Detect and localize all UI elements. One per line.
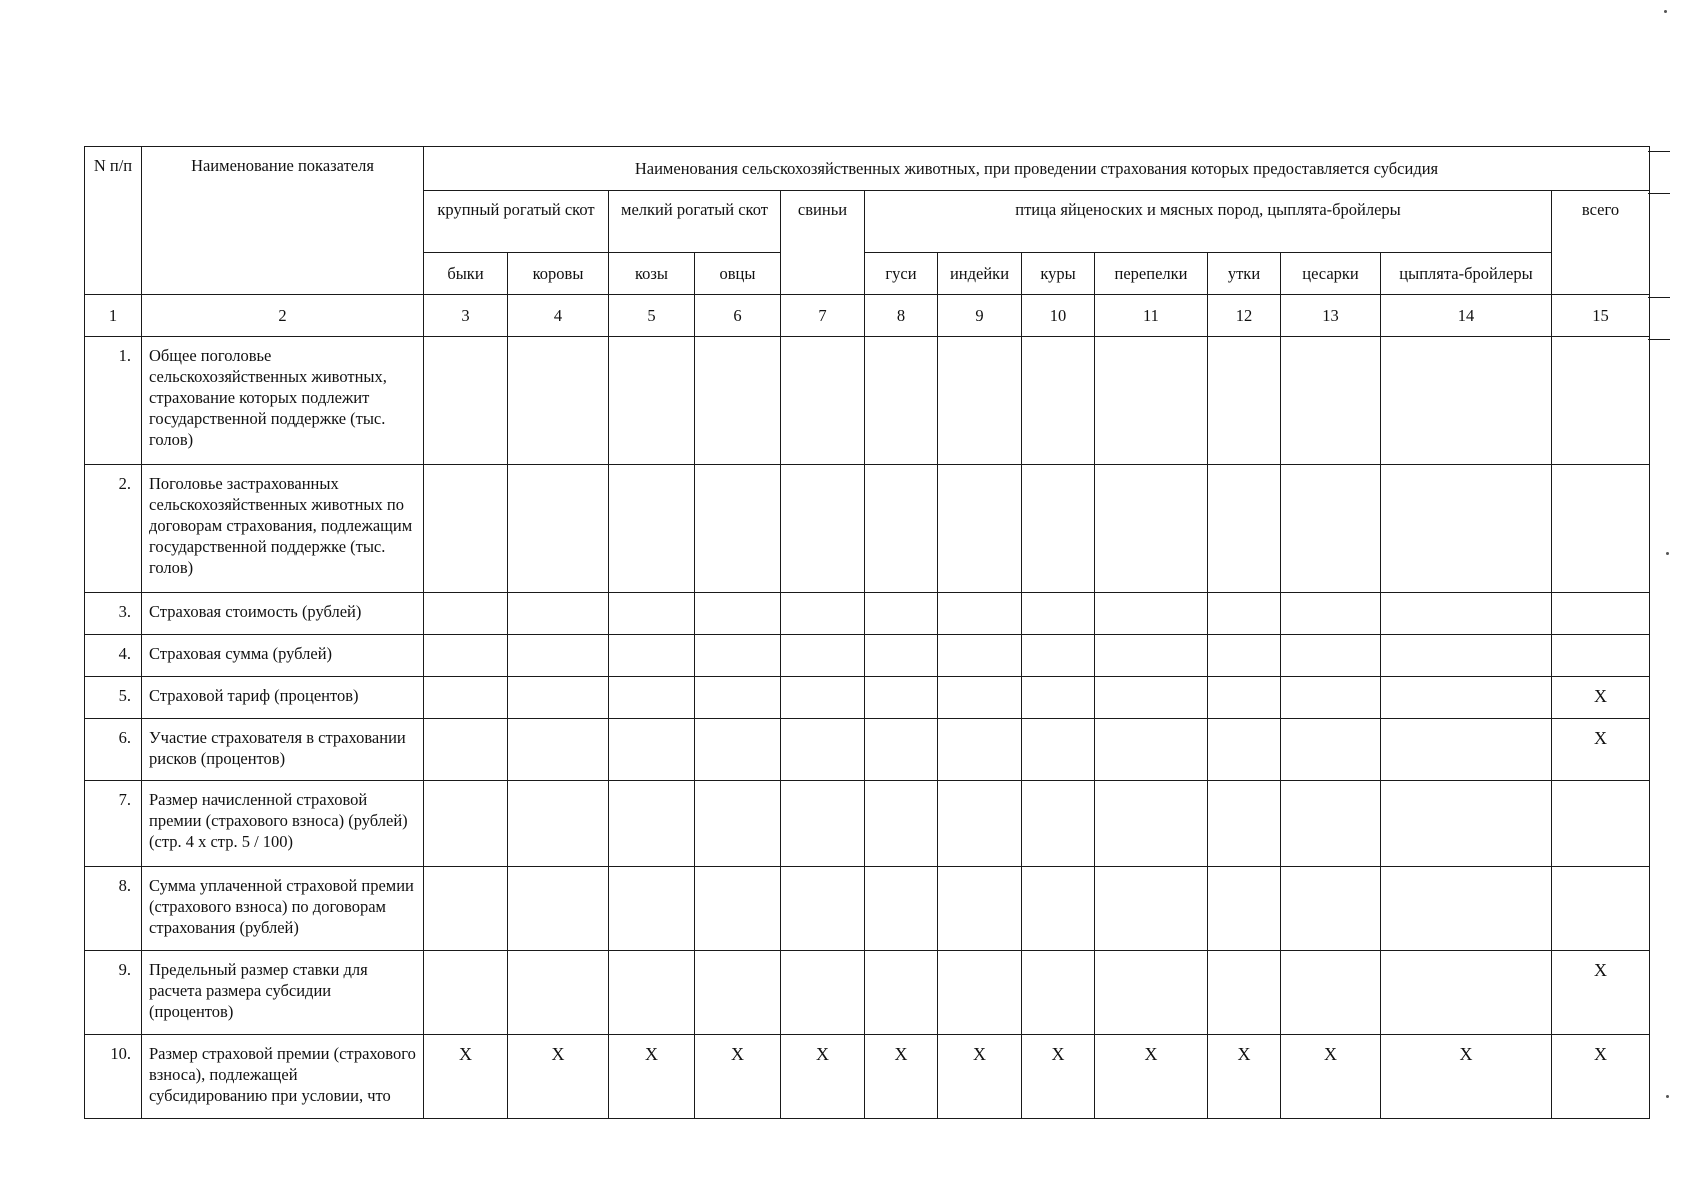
cell-guineafowl[interactable] (1281, 867, 1381, 951)
cell-goats[interactable] (609, 867, 695, 951)
cell-pigs[interactable] (781, 635, 865, 677)
row-number: 10. (85, 1035, 142, 1119)
cell-cows[interactable] (508, 951, 609, 1035)
cell-geese[interactable] (865, 677, 938, 719)
header-goats: козы (609, 253, 695, 295)
cell-bulls[interactable] (424, 781, 508, 867)
header-bulls: быки (424, 253, 508, 295)
cell-sheep[interactable]: X (695, 1035, 781, 1119)
cell-goats[interactable] (609, 719, 695, 781)
cell-quails[interactable] (1095, 337, 1208, 465)
cell-cows[interactable] (508, 337, 609, 465)
cell-sheep[interactable] (695, 951, 781, 1035)
table-row (85, 781, 1650, 867)
header-group-pigs: свиньи (781, 191, 865, 295)
cell-turkeys[interactable] (938, 677, 1022, 719)
cell-goats[interactable] (609, 951, 695, 1035)
row-number: 8. (85, 867, 142, 951)
row-number: 3. (85, 593, 142, 635)
table-row (85, 719, 1650, 781)
header-group-cattle: крупный рогатый скот (424, 191, 609, 253)
cell-turkeys[interactable] (938, 781, 1022, 867)
cell-cows[interactable] (508, 465, 609, 593)
column-number: 7 (781, 295, 865, 337)
cell-guineafowl[interactable] (1281, 677, 1381, 719)
cell-broilers[interactable] (1381, 635, 1552, 677)
cell-goats[interactable] (609, 337, 695, 465)
header-hens: куры (1022, 253, 1095, 295)
cell-turkeys[interactable] (938, 867, 1022, 951)
row-number: 1. (85, 337, 142, 465)
row-label: Размер начисленной страховой премии (страхового взноса) (рублей) (стр. 4 x стр. 5 / 100) (142, 781, 424, 867)
cell-bulls[interactable] (424, 867, 508, 951)
table-row (85, 635, 1650, 677)
cell-bulls[interactable] (424, 719, 508, 781)
cell-cows[interactable]: X (508, 1035, 609, 1119)
cell-bulls[interactable] (424, 593, 508, 635)
cell-hens[interactable] (1022, 781, 1095, 867)
cell-bulls[interactable]: X (424, 1035, 508, 1119)
table-row (85, 951, 1650, 1035)
cell-pigs[interactable]: X (781, 1035, 865, 1119)
cell-broilers[interactable] (1381, 719, 1552, 781)
column-number: 6 (695, 295, 781, 337)
cell-pigs[interactable] (781, 867, 865, 951)
cell-pigs[interactable] (781, 677, 865, 719)
cell-pigs[interactable] (781, 337, 865, 465)
header-indicator-name: Наименование показателя (142, 147, 424, 295)
cell-hens[interactable] (1022, 867, 1095, 951)
cell-ducks[interactable] (1208, 465, 1281, 593)
edge-tick (1648, 193, 1670, 194)
row-label: Страховая сумма (рублей) (142, 635, 424, 677)
cell-broilers[interactable]: X (1381, 1035, 1552, 1119)
scan-speck (1666, 552, 1669, 555)
column-number: 14 (1381, 295, 1552, 337)
cell-hens[interactable] (1022, 951, 1095, 1035)
column-number: 5 (609, 295, 695, 337)
cell-goats[interactable] (609, 677, 695, 719)
cell-bulls[interactable] (424, 677, 508, 719)
column-number: 2 (142, 295, 424, 337)
cell-turkeys[interactable]: X (938, 1035, 1022, 1119)
row-number: 5. (85, 677, 142, 719)
cell-ducks[interactable] (1208, 781, 1281, 867)
column-number: 15 (1552, 295, 1650, 337)
cell-sheep[interactable] (695, 337, 781, 465)
cell-broilers[interactable] (1381, 465, 1552, 593)
cell-bulls[interactable] (424, 635, 508, 677)
row-label: Страховой тариф (процентов) (142, 677, 424, 719)
column-number: 3 (424, 295, 508, 337)
row-label: Поголовье застрахованных сельскохозяйственных животных по договорам страхования, подлежащим государственной поддержке (тыс. голов) (142, 465, 424, 593)
table-row (85, 465, 1650, 593)
cell-ducks[interactable] (1208, 593, 1281, 635)
cell-guineafowl[interactable] (1281, 635, 1381, 677)
row-label: Страховая стоимость (рублей) (142, 593, 424, 635)
cell-geese[interactable] (865, 465, 938, 593)
column-number: 10 (1022, 295, 1095, 337)
table-row (85, 867, 1650, 951)
cell-sheep[interactable] (695, 867, 781, 951)
cell-pigs[interactable] (781, 719, 865, 781)
cell-geese[interactable] (865, 593, 938, 635)
table-row (85, 593, 1650, 635)
cell-guineafowl[interactable] (1281, 337, 1381, 465)
cell-total[interactable] (1552, 593, 1650, 635)
cell-guineafowl[interactable] (1281, 719, 1381, 781)
cell-cows[interactable] (508, 781, 609, 867)
cell-goats[interactable]: X (609, 1035, 695, 1119)
cell-ducks[interactable]: X (1208, 1035, 1281, 1119)
header-geese: гуси (865, 253, 938, 295)
subsidy-form-table (84, 146, 1650, 1119)
cell-turkeys[interactable] (938, 951, 1022, 1035)
cell-geese[interactable] (865, 719, 938, 781)
cell-pigs[interactable] (781, 951, 865, 1035)
row-number: 4. (85, 635, 142, 677)
cell-total[interactable] (1552, 635, 1650, 677)
cell-hens[interactable] (1022, 337, 1095, 465)
cell-broilers[interactable] (1381, 951, 1552, 1035)
cell-ducks[interactable] (1208, 719, 1281, 781)
cell-goats[interactable] (609, 781, 695, 867)
cell-broilers[interactable] (1381, 677, 1552, 719)
cell-sheep[interactable] (695, 781, 781, 867)
cell-guineafowl[interactable] (1281, 593, 1381, 635)
header-broilers: цыплята-бройлеры (1381, 253, 1552, 295)
cell-geese[interactable] (865, 781, 938, 867)
cell-sheep[interactable] (695, 677, 781, 719)
header-quails: перепелки (1095, 253, 1208, 295)
cell-hens[interactable] (1022, 593, 1095, 635)
cell-turkeys[interactable] (938, 719, 1022, 781)
column-number: 13 (1281, 295, 1381, 337)
row-label: Сумма уплаченной страховой премии (страхового взноса) по договорам страхования (рублей) (142, 867, 424, 951)
header-guineafowl: цесарки (1281, 253, 1381, 295)
cell-geese[interactable] (865, 951, 938, 1035)
table-row (85, 677, 1650, 719)
row-number: 7. (85, 781, 142, 867)
cell-quails[interactable] (1095, 951, 1208, 1035)
row-number: 9. (85, 951, 142, 1035)
cell-ducks[interactable] (1208, 635, 1281, 677)
cell-total[interactable]: X (1552, 951, 1650, 1035)
table-row (85, 337, 1650, 465)
cell-geese[interactable] (865, 337, 938, 465)
cell-cows[interactable] (508, 593, 609, 635)
cell-quails[interactable] (1095, 719, 1208, 781)
cell-sheep[interactable] (695, 465, 781, 593)
cell-bulls[interactable] (424, 337, 508, 465)
cell-cows[interactable] (508, 677, 609, 719)
header-group-small-cattle: мелкий рогатый скот (609, 191, 781, 253)
cell-broilers[interactable] (1381, 593, 1552, 635)
cell-goats[interactable] (609, 465, 695, 593)
column-number: 4 (508, 295, 609, 337)
header-turkeys: индейки (938, 253, 1022, 295)
column-number: 9 (938, 295, 1022, 337)
cell-sheep[interactable] (695, 635, 781, 677)
scan-speck (1666, 1095, 1669, 1098)
cell-goats[interactable] (609, 593, 695, 635)
cell-quails[interactable] (1095, 677, 1208, 719)
column-number: 12 (1208, 295, 1281, 337)
scan-speck (1664, 10, 1667, 13)
cell-turkeys[interactable] (938, 593, 1022, 635)
cell-cows[interactable] (508, 719, 609, 781)
row-label: Размер страховой премии (страхового взноса), подлежащей субсидированию при условии, что (142, 1035, 424, 1119)
edge-tick (1648, 151, 1670, 152)
cell-turkeys[interactable] (938, 465, 1022, 593)
cell-geese[interactable] (865, 867, 938, 951)
cell-total[interactable]: X (1552, 677, 1650, 719)
cell-ducks[interactable] (1208, 867, 1281, 951)
cell-guineafowl[interactable]: X (1281, 1035, 1381, 1119)
cell-guineafowl[interactable] (1281, 781, 1381, 867)
column-number-row (85, 295, 1650, 337)
cell-total[interactable] (1552, 337, 1650, 465)
header-ducks: утки (1208, 253, 1281, 295)
cell-quails[interactable] (1095, 781, 1208, 867)
cell-sheep[interactable] (695, 719, 781, 781)
cell-cows[interactable] (508, 867, 609, 951)
header-sheep: овцы (695, 253, 781, 295)
column-number: 11 (1095, 295, 1208, 337)
cell-bulls[interactable] (424, 951, 508, 1035)
column-number: 8 (865, 295, 938, 337)
cell-total[interactable] (1552, 867, 1650, 951)
row-label: Участие страхователя в страховании рисков (процентов) (142, 719, 424, 781)
cell-total[interactable] (1552, 781, 1650, 867)
edge-tick (1648, 339, 1670, 340)
cell-goats[interactable] (609, 635, 695, 677)
cell-turkeys[interactable] (938, 337, 1022, 465)
cell-pigs[interactable] (781, 593, 865, 635)
cell-ducks[interactable] (1208, 677, 1281, 719)
cell-total[interactable]: X (1552, 719, 1650, 781)
header-group-total: всего (1552, 191, 1650, 295)
cell-hens[interactable] (1022, 677, 1095, 719)
cell-hens[interactable]: X (1022, 1035, 1095, 1119)
row-number: 6. (85, 719, 142, 781)
cell-bulls[interactable] (424, 465, 508, 593)
cell-broilers[interactable] (1381, 781, 1552, 867)
row-number: 2. (85, 465, 142, 593)
cell-hens[interactable] (1022, 635, 1095, 677)
cell-total[interactable]: X (1552, 1035, 1650, 1119)
cell-broilers[interactable] (1381, 337, 1552, 465)
cell-pigs[interactable] (781, 781, 865, 867)
cell-geese[interactable]: X (865, 1035, 938, 1119)
header-row-number: N п/п (85, 147, 142, 295)
cell-guineafowl[interactable] (1281, 465, 1381, 593)
cell-broilers[interactable] (1381, 867, 1552, 951)
cell-quails[interactable] (1095, 867, 1208, 951)
table-row (85, 1035, 1650, 1119)
cell-quails[interactable] (1095, 593, 1208, 635)
cell-guineafowl[interactable] (1281, 951, 1381, 1035)
header-animals-banner: Наименования сельскохозяйственных животных, при проведении страхования которых предоставляется субсидия (424, 147, 1650, 191)
cell-sheep[interactable] (695, 593, 781, 635)
header-cows: коровы (508, 253, 609, 295)
cell-quails[interactable] (1095, 635, 1208, 677)
cell-hens[interactable] (1022, 719, 1095, 781)
cell-quails[interactable]: X (1095, 1035, 1208, 1119)
header-group-poultry: птица яйценоских и мясных пород, цыплята-бройлеры (865, 191, 1552, 253)
edge-tick (1648, 297, 1670, 298)
column-number: 1 (85, 295, 142, 337)
cell-turkeys[interactable] (938, 635, 1022, 677)
cell-cows[interactable] (508, 635, 609, 677)
cell-pigs[interactable] (781, 465, 865, 593)
cell-total[interactable] (1552, 465, 1650, 593)
cell-hens[interactable] (1022, 465, 1095, 593)
row-label: Общее поголовье сельскохозяйственных животных, страхование которых подлежит государственной поддержке (тыс. голов) (142, 337, 424, 465)
cell-ducks[interactable] (1208, 337, 1281, 465)
cell-ducks[interactable] (1208, 951, 1281, 1035)
cell-quails[interactable] (1095, 465, 1208, 593)
row-label: Предельный размер ставки для расчета размера субсидии (процентов) (142, 951, 424, 1035)
cell-geese[interactable] (865, 635, 938, 677)
